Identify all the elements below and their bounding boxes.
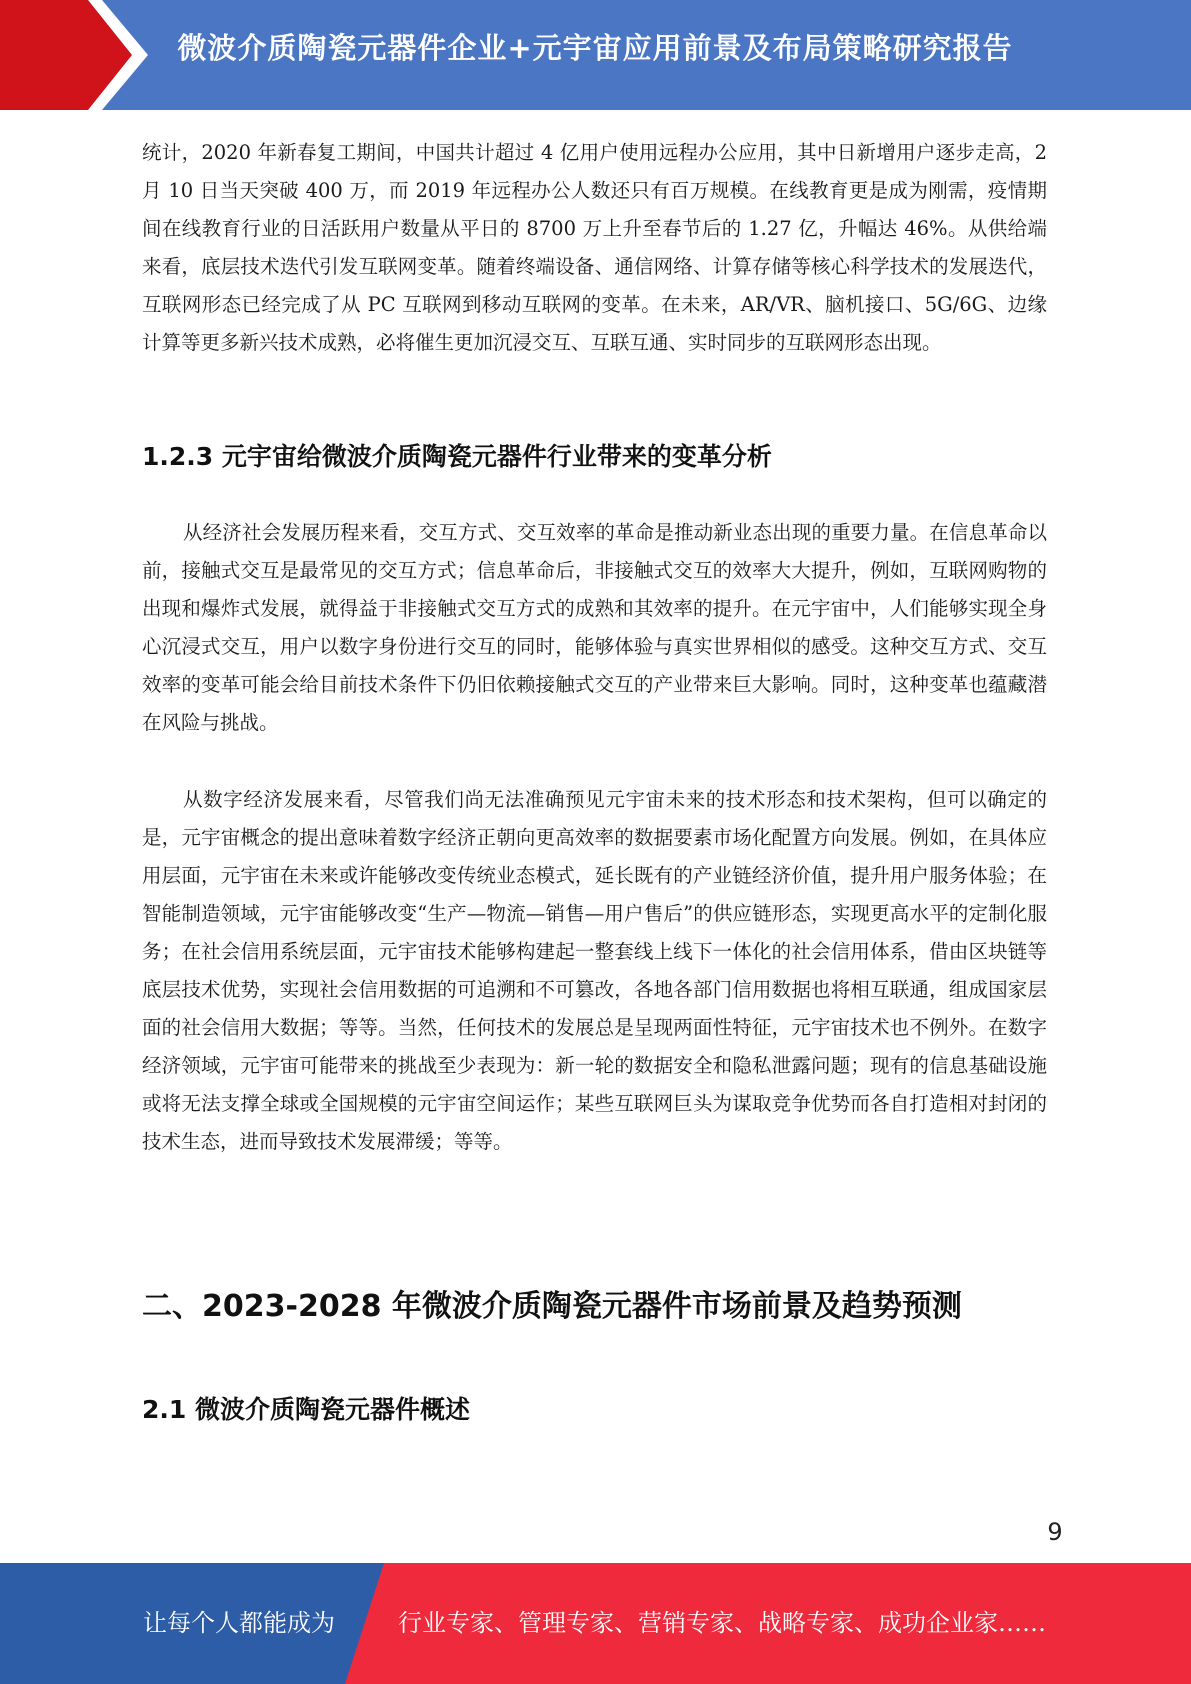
section-heading-2-1: 2.1 微波介质陶瓷元器件概述 (142, 1395, 470, 1424)
paragraph-interaction-revolution: 从经济社会发展历程来看，交互方式、交互效率的革命是推动新业态出现的重要力量。在信息革命以前，接触式交互是最常见的交互方式；信息革命后，非接触式交互的效率大大提升，例如，互联网购物的出现和爆炸式发展，就得益于非接触式交互方式的成熟和其效率的提升。在元宇宙中，人们能够实现全身心沉浸式交互，用户以数字身份进行交互的同时，能够体验与真实世界相似的感受。这种交互方式、交互效率的变革可能会给目前技术条件下仍旧依赖接触式交互的产业带来巨大影响。同时，这种变革也蕴藏潜在风险与挑战。 (142, 521, 1047, 734)
page-header (0, 0, 1191, 110)
paragraph-digital-economy: 从数字经济发展来看，尽管我们尚无法准确预见元宇宙未来的技术形态和技术架构，但可以确定的是，元宇宙概念的提出意味着数字经济正朝向更高效率的数据要素市场化配置方向发展。例如，在具体应用层面，元宇宙在未来或许能够改变传统业态模式，延长既有的产业链经济价值，提升用户服务体验；在智能制造领域，元宇宙能够改变“生产—物流—销售—用户售后”的供应链形态，实现更高水平的定制化服务；在社会信用系统层面，元宇宙技术能够构建起一整套线上线下一体化的社会信用体系，借由区块链等底层技术优势，实现社会信用数据的可追溯和不可篡改，各地各部门信用数据也将相互联通，组成国家层面的社会信用大数据；等等。当然，任何技术的发展总是呈现两面性特征，元宇宙技术也不例外。在数字经济领域，元宇宙可能带来的挑战至少表现为：新一轮的数据安全和隐私泄露问题；现有的信息基础设施或将无法支撑全球或全国规模的元宇宙空间运作；某些互联网巨头为谋取竞争优势而各自打造相对封闭的技术生态，进而导致技术发展滞缓；等等。 (142, 788, 1047, 1153)
footer-slogan-right: 行业专家、管理专家、营销专家、战略专家、成功企业家…… (398, 1609, 1046, 1637)
chapter-heading-2: 二、2023-2028 年微波介质陶瓷元器件市场前景及趋势预测 (142, 1289, 962, 1324)
footer-slogan-left: 让每个人都能成为 (143, 1609, 335, 1637)
paragraph-remote-work: 统计，2020 年新春复工期间，中国共计超过 4 亿用户使用远程办公应用，其中日新增用户逐步走高，2 月 10 日当天突破 400 万，而 2019 年远程办公人数还只有百万规模。在线教育更是成为刚需，疫情期间在线教育行业的日活跃用户数量从平日的 8700 万上升至春节后的 1.27 亿，升幅达 46%。从供给端来看，底层技术迭代引发互联网变革。随着终端设备、通信网络、计算存储等核心科学技术的发展迭代，互联网形态已经完成了从 PC 互联网到移动互联网的变革。在未来，AR/VR、脑机接口、5G/6G、边缘计算等更多新兴技术成熟，必将催生更加沉浸交互、互联互通、实时同步的互联网形态出现。 (142, 141, 1047, 354)
report-title: 微波介质陶瓷元器件企业+元宇宙应用前景及布局策略研究报告 (177, 31, 1013, 65)
page-number: 9 (1047, 1518, 1063, 1546)
section-heading-1-2-3: 1.2.3 元宇宙给微波介质陶瓷元器件行业带来的变革分析 (142, 442, 772, 471)
page-footer (0, 1563, 1191, 1684)
